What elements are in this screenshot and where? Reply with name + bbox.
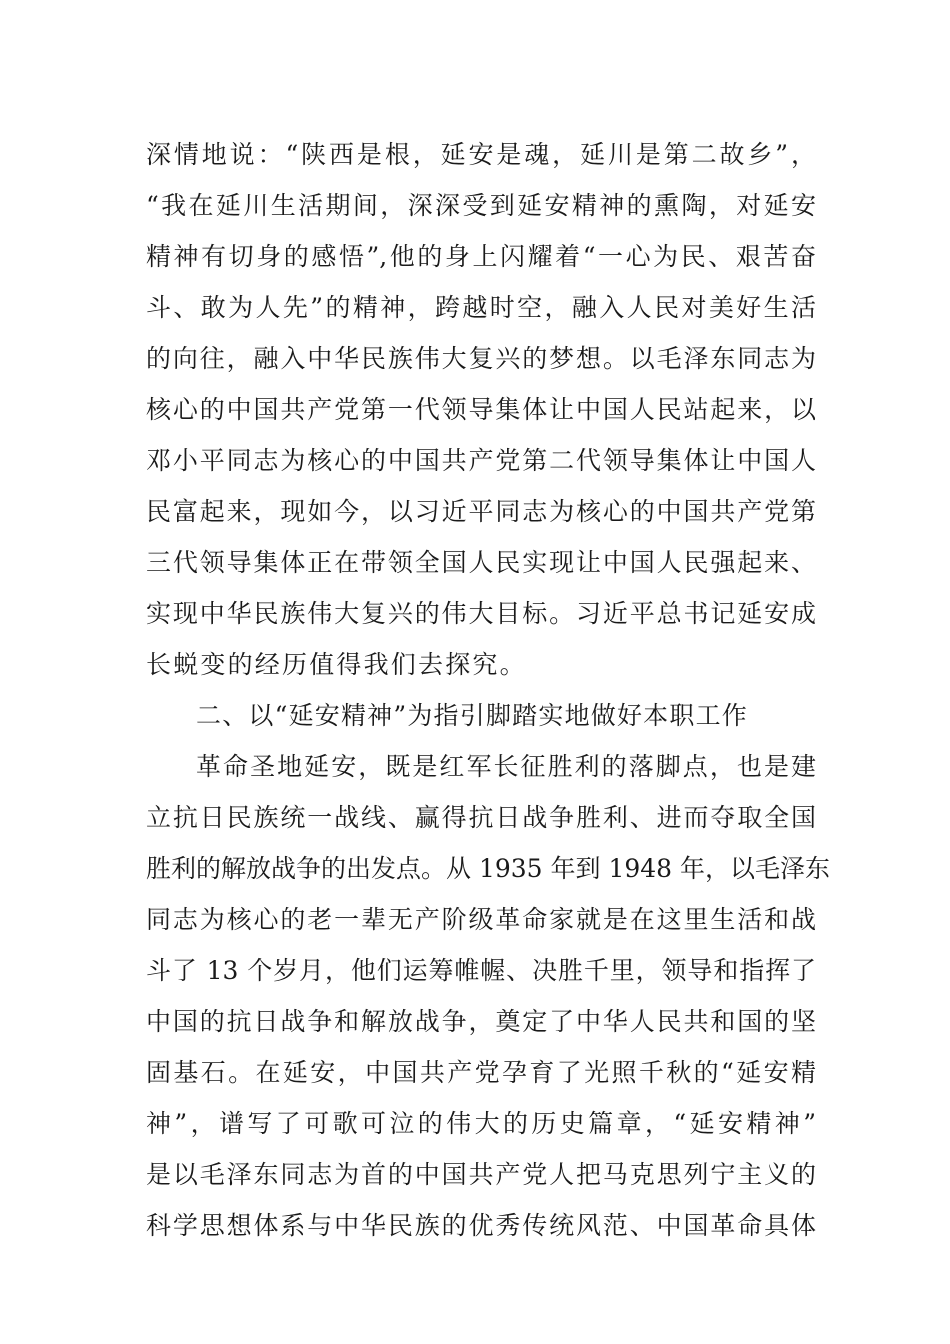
text-line: 固基石。在延安，中国共产党孕育了光照千秋的“延安精 <box>146 1058 816 1087</box>
text-line: “我在延川生活期间，深深受到延安精神的熏陶，对延安 <box>146 191 816 220</box>
text-line: 革命圣地延安，既是红军长征胜利的落脚点，也是建 <box>196 752 816 781</box>
text-line: 神”，谱写了可歌可泣的伟大的历史篇章，“延安精神” <box>146 1109 816 1138</box>
text-line: 立抗日民族统一战线、赢得抗日战争胜利、进而夺取全国 <box>146 803 816 832</box>
text-line: 是以毛泽东同志为首的中国共产党人把马克思列宁主义的 <box>146 1160 816 1189</box>
text-line: 核心的中国共产党第一代领导集体让中国人民站起来，以 <box>146 395 816 424</box>
text-line: 科学思想体系与中华民族的优秀传统风范、中国革命具体 <box>146 1211 816 1240</box>
text-line: 深情地说：“陕西是根，延安是魂，延川是第二故乡”， <box>146 140 816 169</box>
text-line: 中国的抗日战争和解放战争，奠定了中华人民共和国的坚 <box>146 1007 816 1036</box>
text-line: 斗、敢为人先”的精神，跨越时空，融入人民对美好生活 <box>146 293 816 322</box>
text-line: 实现中华民族伟大复兴的伟大目标。习近平总书记延安成 <box>146 599 816 628</box>
text-line: 邓小平同志为核心的中国共产党第二代领导集体让中国人 <box>146 446 816 475</box>
text-line: 长蜕变的经历值得我们去探究。 <box>146 650 527 679</box>
text-line: 同志为核心的老一辈无产阶级革命家就是在这里生活和战 <box>146 905 816 934</box>
text-line: 斗了 13 个岁月，他们运筹帷幄、决胜千里，领导和指挥了 <box>146 956 816 985</box>
text-line: 三代领导集体正在带领全国人民实现让中国人民强起来、 <box>146 548 816 577</box>
body-text <box>146 129 831 1251</box>
text-line: 的向往，融入中华民族伟大复兴的梦想。以毛泽东同志为 <box>146 344 816 373</box>
text-line: 胜利的解放战争的出发点。从 1935 年到 1948 年，以毛泽东 <box>146 854 831 883</box>
section-heading: 二、以“延安精神”为指引脚踏实地做好本职工作 <box>196 701 748 730</box>
text-line: 精神有切身的感悟”,他的身上闪耀着“一心为民、艰苦奋 <box>146 242 816 271</box>
text-line: 民富起来，现如今，以习近平同志为核心的中国共产党第 <box>146 497 816 526</box>
